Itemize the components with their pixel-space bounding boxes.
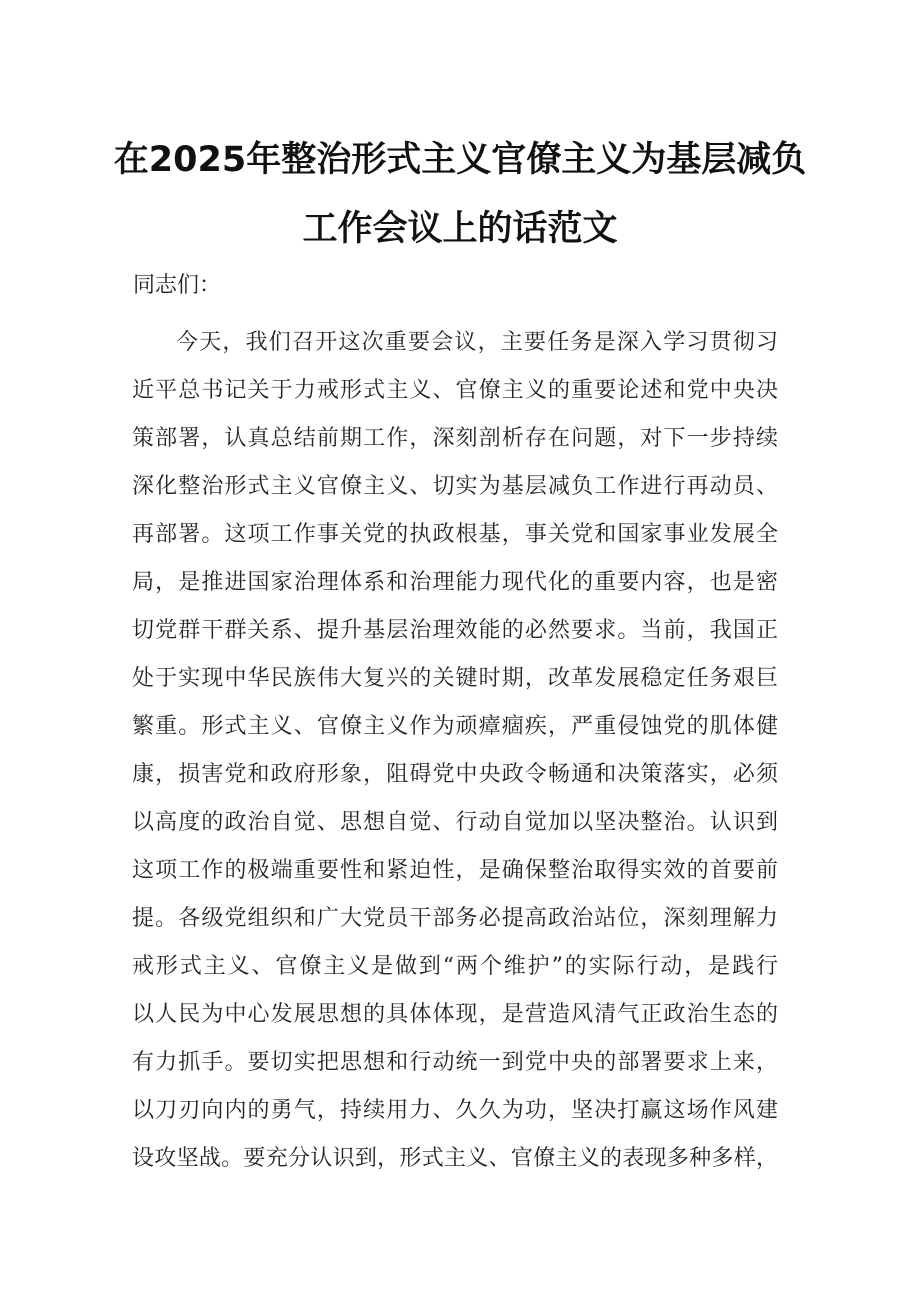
paragraph-line: 策部署，认真总结前期工作，深刻剖析存在问题，对下一步持续: [132, 426, 778, 451]
paragraph-line: 康，损害党和政府形象，阻碍党中央政令畅通和决策落实，必须: [132, 762, 778, 787]
paragraph-line: 有力抓手。要切实把思想和行动统一到党中央的部署要求上来，: [132, 1050, 778, 1075]
salutation: 同志们：: [133, 273, 222, 298]
paragraph-line: 再部署。这项工作事关党的执政根基，事关党和国家事业发展全: [132, 522, 778, 547]
paragraph-line: 设攻坚战。要充分认识到，形式主义、官僚主义的表现多种多样，: [132, 1146, 778, 1171]
paragraph-line: 戒形式主义、官僚主义是做到“两个维护”的实际行动，是践行: [132, 954, 778, 979]
paragraph-line: 深化整治形式主义官僚主义、切实为基层减负工作进行再动员、: [132, 474, 778, 499]
paragraph-line: 提。各级党组织和广大党员干部务必提高政治站位，深刻理解力: [132, 906, 778, 931]
paragraph-line: 这项工作的极端重要性和紧迫性，是确保整治取得实效的首要前: [132, 858, 778, 883]
paragraph-line: 以刀刃向内的勇气，持续用力、久久为功，坚决打赢这场作风建: [132, 1098, 778, 1123]
paragraph-line: 以高度的政治自觉、思想自觉、行动自觉加以坚决整治。认识到: [132, 810, 778, 835]
paragraph-line: 局，是推进国家治理体系和治理能力现代化的重要内容，也是密: [132, 570, 778, 595]
paragraph-line: 近平总书记关于力戒形式主义、官僚主义的重要论述和党中央决: [132, 378, 778, 403]
paragraph-line: 切党群干群关系、提升基层治理效能的必然要求。当前，我国正: [132, 618, 778, 643]
paragraph-line: 繁重。形式主义、官僚主义作为顽瘴痼疾，严重侵蚀党的肌体健: [132, 714, 778, 739]
document-title-line-2: 工作会议上的话范文: [302, 209, 618, 249]
paragraph-line: 今天，我们召开这次重要会议，主要任务是深入学习贯彻习: [176, 330, 778, 355]
paragraph-line: 处于实现中华民族伟大复兴的关键时期，改革发展稳定任务艰巨: [132, 666, 778, 691]
document-title-line-1: 在2025年整治形式主义官僚主义为基层减负: [113, 140, 807, 180]
paragraph-line: 以人民为中心发展思想的具体体现，是营造风清气正政治生态的: [132, 1002, 778, 1027]
